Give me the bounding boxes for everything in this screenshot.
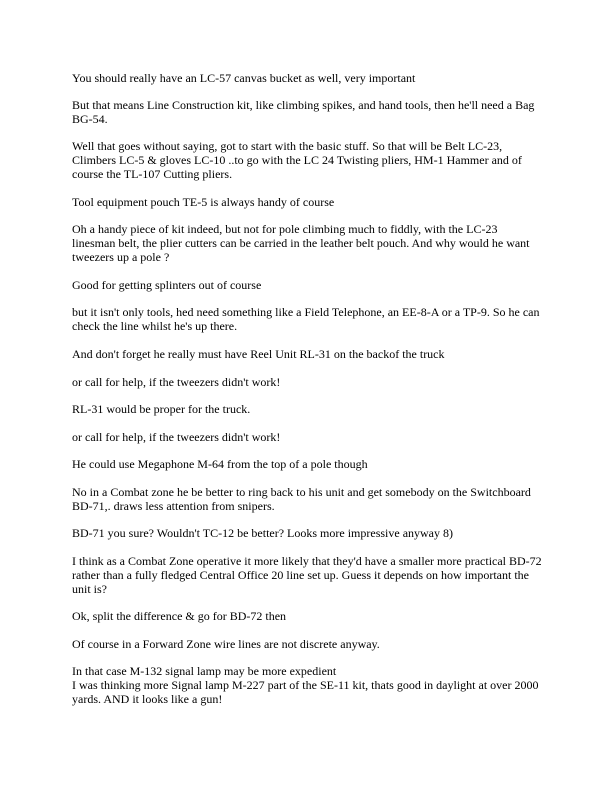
paragraph: No in a Combat zone he be better to ring back to his unit and get somebody on the Switchboard BD-71,. draws less attention from snipers.	[72, 485, 531, 513]
paragraph: Ok, split the difference & go for BD-72 then	[72, 609, 287, 623]
paragraph: Of course in a Forward Zone wire lines are not discrete anyway.	[72, 637, 380, 651]
paragraph: RL-31 would be proper for the truck.	[72, 402, 251, 416]
paragraph: In that case M-132 signal lamp may be more expedient	[72, 664, 337, 678]
paragraph: Well that goes without saying, got to start with the basic stuff. So that will be Belt LC-23, Climbers LC-5 & gloves LC-10 ..to go with the LC 24 Twisting pliers, HM-1 Hammer and of course the TL-107 Cutting pliers.	[72, 139, 522, 181]
paragraph: You should really have an LC-57 canvas bucket as well, very important	[72, 71, 416, 85]
paragraph: or call for help, if the tweezers didn't work!	[72, 430, 281, 444]
paragraph: Oh a handy piece of kit indeed, but not for pole climbing much to fiddly, with the LC-23 linesman belt, the plier cutters can be carried in the leather belt pouch. And why would he want tweezers up a pole ?	[72, 222, 530, 264]
paragraph: He could use Megaphone M-64 from the top of a pole though	[72, 457, 368, 471]
paragraph: Good for getting splinters out of course	[72, 278, 262, 292]
paragraph: I think as a Combat Zone operative it more likely that they'd have a smaller more practical BD-72 rather than a fully fledged Central Office 20 line set up. Guess it depends on how important the unit is?	[72, 554, 542, 596]
paragraph: or call for help, if the tweezers didn't work!	[72, 375, 281, 389]
paragraph: BD-71 you sure? Wouldn't TC-12 be better? Looks more impressive anyway 8)	[72, 526, 454, 540]
paragraph: And don't forget he really must have Reel Unit RL-31 on the backof the truck	[72, 347, 445, 361]
paragraph: But that means Line Construction kit, like climbing spikes, and hand tools, then he'll need a Bag BG-54.	[72, 98, 535, 126]
paragraph: but it isn't only tools, hed need something like a Field Telephone, an EE-8-A or a TP-9. So he can check the line whilst he's up there.	[72, 305, 540, 333]
paragraph: I was thinking more Signal lamp M-227 part of the SE-11 kit, thats good in daylight at over 2000 yards. AND it looks like a gun!	[72, 678, 539, 706]
paragraph: Tool equipment pouch TE-5 is always handy of course	[72, 195, 335, 209]
